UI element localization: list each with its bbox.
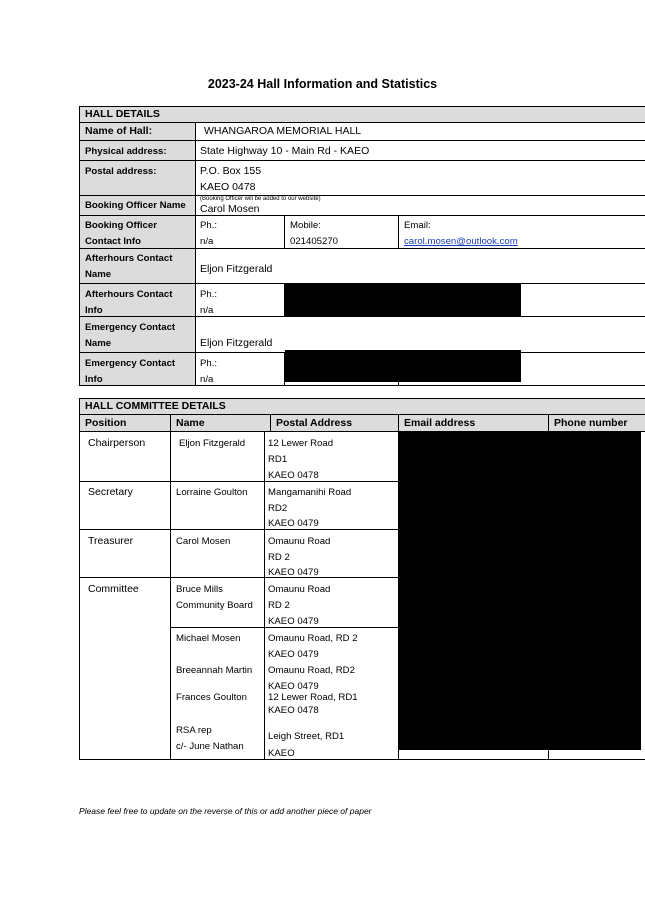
redaction-block: [399, 432, 641, 750]
address-line: KAEO 0479: [268, 649, 319, 660]
redaction-block: [285, 350, 521, 382]
committee-heading: HALL COMMITTEE DETAILS: [85, 400, 226, 412]
emergency-info-label-2: Info: [85, 374, 103, 385]
address-line: Mangamanihi Road: [268, 487, 352, 498]
address-line: KAEO 0479: [268, 616, 319, 627]
address-line: KAEO: [268, 748, 295, 759]
afterhours-name-label: Afterhours Contact: [85, 253, 173, 264]
address-line: RD 2: [268, 600, 290, 611]
postal-address-line1: P.O. Box 155: [200, 165, 262, 177]
booking-contact-label-2: Contact Info: [85, 236, 141, 247]
name-cell: Bruce Mills: [176, 584, 223, 595]
address-line: RD2: [268, 503, 288, 514]
name-cell: Community Board: [176, 600, 253, 611]
address-line: Omaunu Road: [268, 536, 331, 547]
address-line: RD 2: [268, 552, 290, 563]
col-header-phone: Phone number: [554, 417, 628, 429]
name-cell: RSA rep: [176, 725, 212, 736]
afterhours-name-value: Eljon Fitzgerald: [200, 263, 273, 275]
redaction-block: [285, 284, 521, 316]
col-header-name: Name: [176, 417, 205, 429]
booking-mobile-label: Mobile:: [290, 220, 321, 231]
afterhours-info-label-2: Info: [85, 305, 103, 316]
name-cell: Carol Mosen: [176, 536, 231, 547]
position-cell: Secretary: [88, 486, 133, 498]
afterhours-ph-value: n/a: [200, 305, 214, 316]
col-header-email: Email address: [404, 417, 476, 429]
address-line: KAEO 0479: [268, 518, 319, 529]
address-line: 12 Lewer Road, RD1: [268, 692, 358, 703]
physical-address-value: State Highway 10 - Main Rd - KAEO: [200, 145, 370, 157]
booking-ph-value: n/a: [200, 236, 214, 247]
address-line: KAEO 0478: [268, 470, 319, 481]
booking-officer-note: (Booking Officer will be added to our website): [200, 196, 321, 202]
col-header-postal: Postal Address: [276, 417, 353, 429]
afterhours-info-label: Afterhours Contact: [85, 289, 173, 300]
position-cell: Chairperson: [88, 437, 146, 449]
hall-details-heading: HALL DETAILS: [85, 108, 160, 120]
booking-email-label: Email:: [404, 220, 431, 231]
postal-address-label: Postal address:: [85, 166, 157, 177]
address-line: Omaunu Road, RD 2: [268, 633, 358, 644]
booking-officer-name-label: Booking Officer Name: [85, 200, 186, 211]
address-line: KAEO 0479: [268, 567, 319, 578]
postal-address-line2: KAEO 0478: [200, 181, 256, 193]
address-line: 12 Lewer Road: [268, 438, 334, 449]
booking-officer-name-value: Carol Mosen: [200, 203, 260, 215]
hall-name-value: WHANGAROA MEMORIAL HALL: [204, 125, 362, 137]
booking-contact-label: Booking Officer: [85, 220, 157, 231]
emergency-name-value: Eljon Fitzgerald: [200, 337, 273, 349]
address-line: KAEO 0479: [268, 681, 319, 692]
position-cell: Committee: [88, 583, 139, 595]
address-line: Leigh Street, RD1: [268, 731, 345, 742]
address-line: Omaunu Road, RD2: [268, 665, 355, 676]
address-line: RD1: [268, 454, 288, 465]
name-cell: Breeannah Martin: [176, 665, 253, 676]
physical-address-label: Physical address:: [85, 146, 167, 157]
name-cell: Frances Goulton: [176, 692, 247, 703]
footer-note: Please feel free to update on the reverse of this or add another piece of paper: [79, 806, 372, 816]
name-cell: c/- June Nathan: [176, 741, 244, 752]
section-header-bg: [79, 106, 645, 122]
emergency-name-label: Emergency Contact: [85, 322, 176, 333]
address-line: KAEO 0478: [268, 705, 319, 716]
page-title: 2023-24 Hall Information and Statistics: [207, 77, 438, 91]
col-header-position: Position: [85, 417, 127, 429]
emergency-name-label-2: Name: [85, 338, 112, 349]
afterhours-name-label-2: Name: [85, 269, 112, 280]
name-cell: Eljon Fitzgerald: [179, 438, 246, 449]
emergency-ph-label: Ph.:: [200, 358, 218, 369]
position-cell: Treasurer: [88, 535, 134, 547]
booking-email-link[interactable]: carol.mosen@outlook.com: [404, 236, 518, 247]
emergency-ph-value: n/a: [200, 374, 214, 385]
address-line: Omaunu Road: [268, 584, 331, 595]
booking-mobile-value: 021405270: [290, 236, 339, 247]
booking-ph-label: Ph.:: [200, 220, 218, 231]
emergency-info-label: Emergency Contact: [85, 358, 176, 369]
hall-name-label: Name of Hall:: [85, 125, 153, 137]
name-cell: Lorraine Goulton: [176, 487, 248, 498]
name-cell: Michael Mosen: [176, 633, 241, 644]
afterhours-ph-label: Ph.:: [200, 289, 218, 300]
